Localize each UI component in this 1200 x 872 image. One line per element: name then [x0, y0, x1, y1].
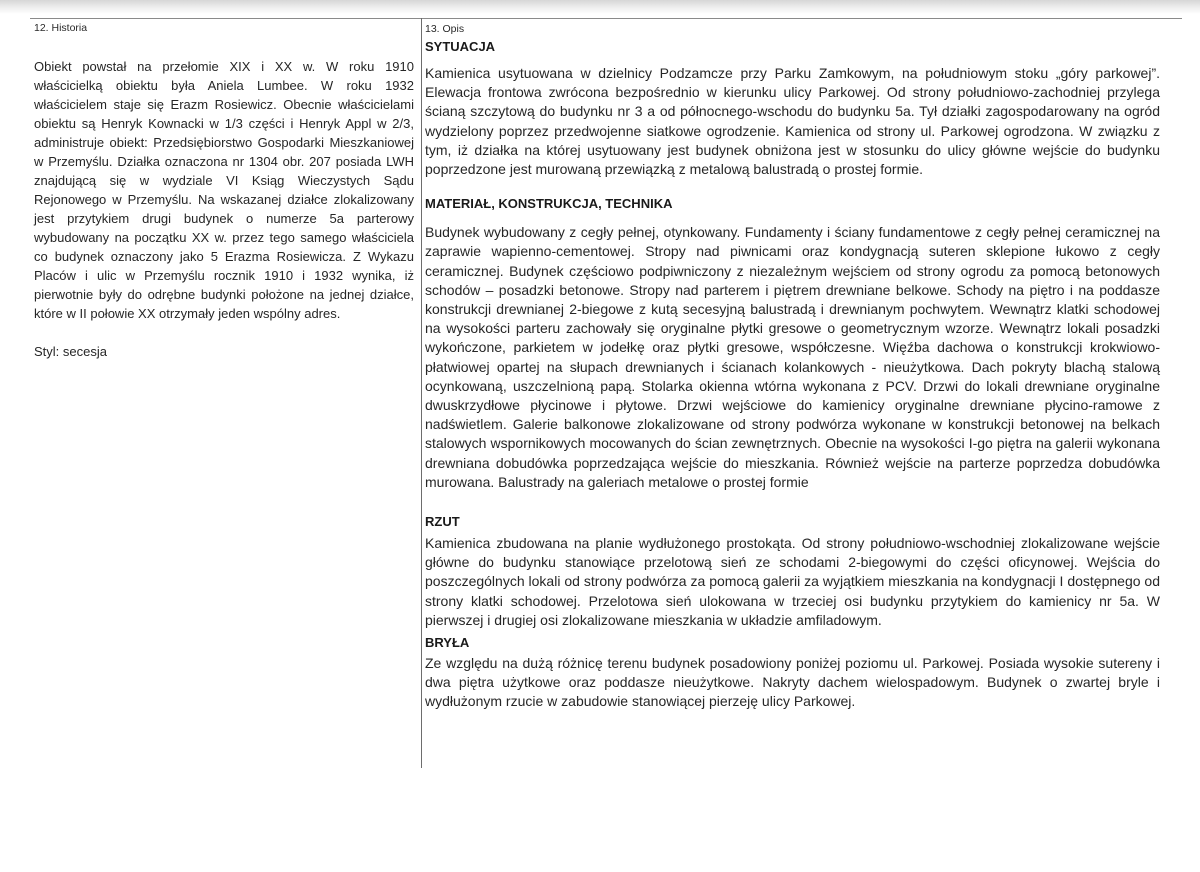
- text-material: Budynek wybudowany z cegły pełnej, otynkowany. Fundamenty i ściany fundamentowe z cegły pełnej ceramicznej na zaprawie wapienno-cementowej. Stropy nad piwnicami oraz kondygnacją suteren sklepione łukowo z cegły ceramicznej. Budynek częściowo podpiwniczony z niezależnym wejściem od strony ogrodu za pomocą betonowych schodów – posadzki betonowe. Stropy nad parterem i piętrem drewniane belkowe. Schody na piętro i na poddasze konstrukcji drewnianej 2-biegowe z kutą secesyjną balustradą i drewnianym pochwytem. Wewnątrz klatki schodowej na wysokości parteru zachowały się oryginalne płytki gresowe o geometrycznym wzorze. Wewnątrz lokali posadzki wykończone, parkietem w jodełkę oraz płytki gresowe, współczesne. Więźba dachowa o konstrukcji krokwiowo-płatwiowej opartej na słupach drewnianych i ścianach kolankowych - nieużytkowa. Dach pokryty blachą stalową ocynkowaną, uszczelnioną papą. Stolarka okienna wtórna wykonana z PCV. Drzwi do lokali drewniane oryginalne dwuskrzydłowe płycinowe i płytowe. Drzwi wejściowe do kamienicy oryginalne drewniane płycino-ramowe z nadświetlem. Galerie balkonowe zlokalizowane od strony podwórza wykonane w konstrukcji betonowej na belkach stalowych wspornikowych mocowanych do ścian zewnętrznych. Obecnie na wysokości I-go piętra na galerii wykonana drewniana dobudówka poprzedzająca wejście do mieszkania. Również wejście na parterze poprzedza dobudówka murowana. Balustrady na galeriach metalowe o prostej formie: [425, 224, 1160, 490]
- history-text: Obiekt powstał na przełomie XIX i XX w. W roku 1910 właścicielką obiektu była Aniela Lumbee. W roku 1932 właścicielem staje się Erazm Rosiewicz. Obecnie właścicielami obiektu są Henryk Kownacki w 1/3 części i Henryk Appl w 2/3, administruje obiekt: Przedsiębiorstwo Gospodarki Mieszkaniowej w Przemyślu. Działka oznaczona nr 1304 obr. 207 posiada LWH znajdującą się w wydziale VI Ksiąg Wieczystych Sądu Rejonowego w Przemyślu. Na wskazanej działce zlokalizowany jest przytykiem drugi budynek o numerze 5a parterowy wybudowany na początku XX w. przez tego samego właściciela co budynek oznaczony jako 5 Erazma Rosiewicza. Z Wykazu Placów i ulic w Przemyślu rocznik 1910 i 1932 wynika, iż pierwotnie były do odrębne budynki położone na jednej działce, które w II połowie XX otrzymały jeden wspólny adres.: [34, 59, 414, 321]
- heading-sytuacja: SYTUACJA: [425, 39, 496, 54]
- text-bryla: Ze względu na dużą różnicę terenu budynek posadowiony poniżej poziomu ul. Parkowej. Posiada wysokie sutereny i dwa piętra użytkowe oraz poddasze nieużytkowe. Nakryty dachem wielospadowym. Budynek o zwartej bryle i wydłużonym rzucie w zabudowie stanowiącej pierzeję ulicy Parkowej.: [425, 655, 1160, 710]
- history-section-label: 12. Historia: [34, 22, 88, 34]
- heading-material: MATERIAŁ, KONSTRUKCJA, TECHNIKA: [425, 196, 673, 212]
- scan-edge: [0, 0, 1200, 14]
- text-rzut: Kamienica zbudowana na planie wydłużonego prostokąta. Od strony południowo-wschodniej zlokalizowane wejście główne do budynku stanowiące przelotową sień ze schodami 2-biegowymi do części oficynowej. Wejścia do poszczególnych lokali od strony podwórza za pomocą galerii za wyjątkiem mieszkania na kondygnacji I dostępnego od strony klatki schodowej. Przelotowa sień ulokowana w trzeciej osi budynku przytykiem do kamienicy nr 5a. W pierwszej i drugiej osi zlokalizowane mieszkania w układzie amfiladowym.: [425, 535, 1160, 628]
- style-line: Styl: secesja: [34, 344, 107, 359]
- description-section-label: 13. Opis: [425, 23, 465, 35]
- column-divider: [421, 18, 422, 768]
- history-column: [34, 22, 414, 361]
- heading-bryla: BRYŁA: [425, 635, 470, 651]
- top-border-line: [30, 18, 1182, 19]
- description-column: [425, 22, 1160, 712]
- heading-rzut: RZUT: [425, 514, 460, 530]
- text-sytuacja: Kamienica usytuowana w dzielnicy Podzamcze przy Parku Zamkowym, na południowym stoku „góry parkowej”. Elewacja frontowa zwrócona bezpośrednio w kierunku ulicy Parkowej. Od strony południowo-zachodniej przylega ścianą szczytową do budynku nr 3 a od północnego-wschodu do budynku 5a. Tył działki zagospodarowany na ogród wydzielony poprzez przedwojenne siatkowe ogrodzenie. Kamienica od strony ul. Parkowej ogrodzona. W związku z tym, iż działka na której usytuowany jest budynek obniżona jest w stosunku do ulicy główne wejście do budynku poprzedzone jest murowaną przewiązką z metalową balustradą o prostej formie.: [425, 65, 1160, 178]
